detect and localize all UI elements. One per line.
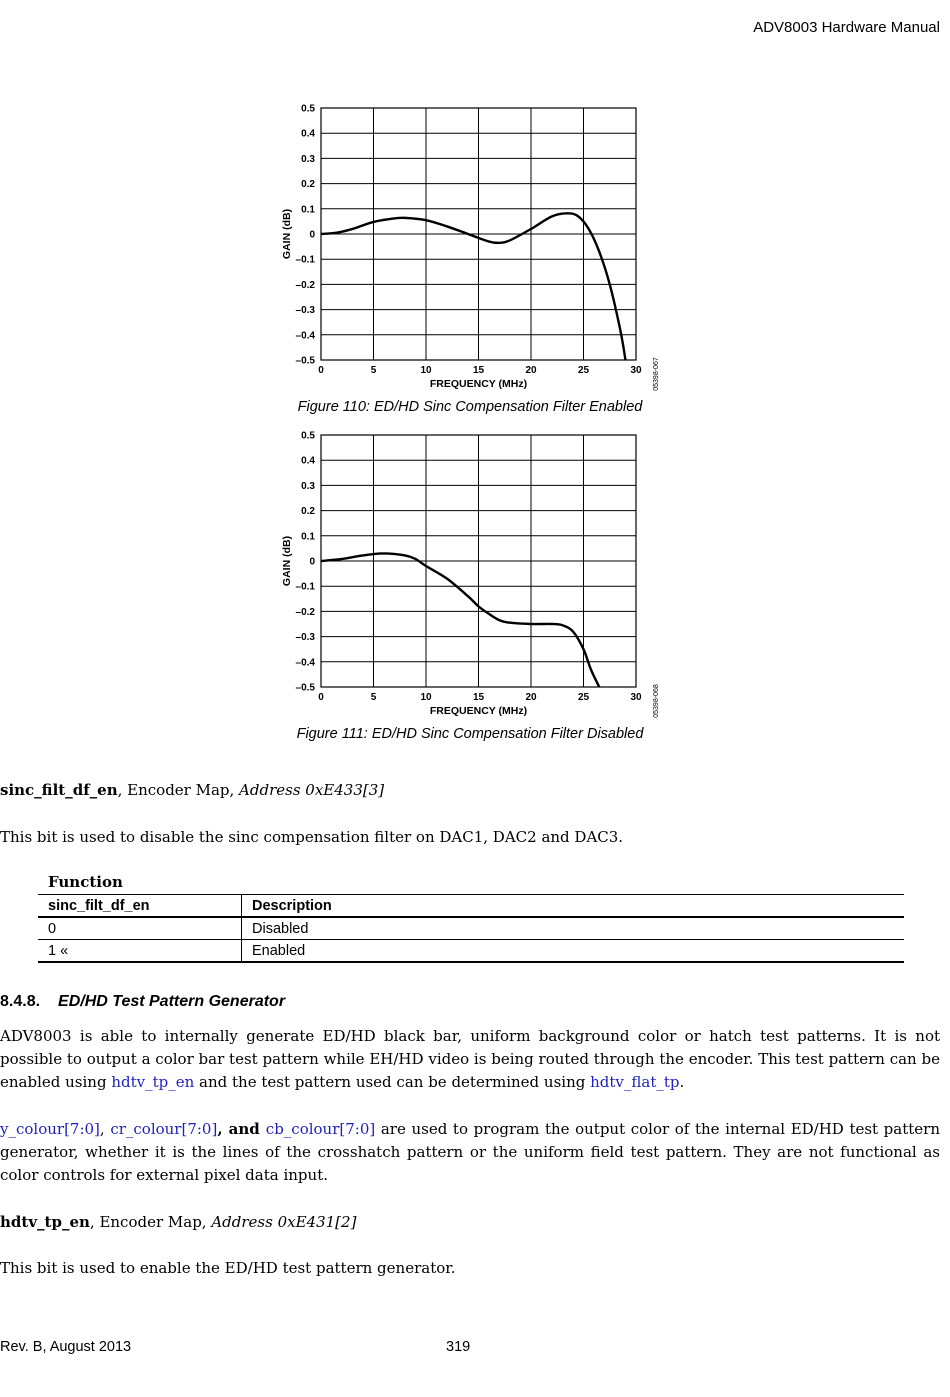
y-tick-label: 0.2 [301,506,315,518]
link-y-colour[interactable]: y_colour[7:0] [0,1120,100,1138]
section-title: ED/HD Test Pattern Generator [58,993,286,1010]
paragraph-test-pattern [0,1025,940,1094]
link-cb-colour[interactable]: cb_colour[7:0] [265,1120,376,1138]
figure-code: 05398-067 [653,357,660,391]
gain-curve [321,213,626,360]
x-tick-label: 25 [577,365,590,376]
x-tick-label: 30 [630,365,642,376]
x-tick-label: 10 [420,692,432,703]
y-tick-label: –0.5 [295,355,315,367]
function-table [38,873,904,963]
paragraph-text: are used to program the output color of the internal ED/HD test pattern generator, whether it is the lines of the crosshatch pattern or the uniform field test pattern. They are not functional as color controls for external pixel data input. [0,1120,940,1184]
y-tick-label: 0.1 [301,531,315,543]
chart-sinc-disabled [270,427,680,727]
register-map: , Encoder Map, [89,1213,212,1231]
paragraph-text: ADV8003 is able to internally generate ED/HD black bar, uniform background color or hatch test patterns. It is not possible to output a color bar test pattern while EH/HD video is being routed through the encoder. This test pattern can be enabled using [0,1027,940,1091]
sinc-description: This bit is used to disable the sinc compensation filter on DAC1, DAC2 and DAC3. [0,828,624,846]
register-address: Address 0xE431[2] [211,1213,357,1231]
x-tick-label: 0 [318,692,324,703]
gain-curve [321,553,599,687]
figure-111-caption: Figure 111: ED/HD Sinc Compensation Filter Disabled [296,726,644,742]
link-hdtv-tp-en[interactable]: hdtv_tp_en [111,1073,195,1091]
table-row [38,940,904,963]
section-heading [0,993,285,1011]
x-tick-label: 0 [318,365,324,376]
paragraph-colour-controls [0,1118,940,1187]
x-axis-label: FREQUENCY (MHz) [429,378,528,390]
paragraph-text: . [679,1073,685,1091]
register-name: sinc_filt_df_en [0,781,118,799]
y-tick-label: –0.2 [295,279,315,291]
link-hdtv-flat-tp[interactable]: hdtv_flat_tp [590,1073,680,1091]
section-number: 8.4.8. [0,993,41,1010]
register-name: hdtv_tp_en [0,1213,90,1231]
x-tick-label: 5 [370,692,377,703]
y-tick-label: 0.5 [301,103,315,115]
y-tick-label: 0.3 [301,480,315,492]
figure-code: 05398-068 [653,684,660,718]
x-axis-label: FREQUENCY (MHz) [429,705,528,717]
x-tick-label: 15 [472,365,485,376]
paragraph-text: , and [217,1120,266,1138]
y-tick-label: –0.3 [295,632,315,644]
register-sinc-filt-df-en [0,779,940,802]
function-table-grid [38,895,904,963]
chart-sinc-enabled [270,100,680,400]
table-row [38,917,904,940]
page-number: 319 [446,1339,471,1355]
table-header-row [38,895,904,917]
x-tick-label: 30 [630,692,642,703]
hdtv-description: This bit is used to enable the ED/HD test pattern generator. [0,1259,456,1277]
paragraph-text: , [99,1120,111,1138]
y-tick-label: –0.5 [295,682,315,694]
paragraph-text: and the test pattern used can be determined using [194,1073,591,1091]
y-tick-label: –0.3 [295,305,315,317]
y-tick-label: –0.4 [295,330,315,342]
x-tick-label: 25 [577,692,590,703]
y-tick-label: –0.4 [295,657,315,669]
y-tick-label: 0.4 [301,128,315,140]
y-axis-label: GAIN (dB) [281,208,293,260]
y-tick-label: 0.5 [301,430,315,442]
document-header: ADV8003 Hardware Manual [753,19,940,36]
chart-svg-2 [270,427,680,727]
table-header: sinc_filt_df_en [38,895,242,917]
y-tick-label: 0 [309,556,315,568]
y-tick-label: 0.3 [301,153,315,165]
table-cell: 1 « [38,940,242,963]
register-hdtv-tp-en [0,1211,940,1234]
register-map: , Encoder Map, [117,781,240,799]
y-tick-label: –0.1 [295,581,315,593]
table-header: Description [242,895,905,917]
y-axis-label: GAIN (dB) [281,535,293,587]
link-cr-colour[interactable]: cr_colour[7:0] [110,1120,218,1138]
x-tick-label: 15 [472,692,485,703]
x-tick-label: 10 [420,365,432,376]
x-tick-label: 20 [525,365,537,376]
y-tick-label: 0 [309,229,315,241]
table-cell: Disabled [242,917,905,940]
x-tick-label: 20 [525,692,537,703]
footer-revision: Rev. B, August 2013 [0,1339,132,1355]
x-tick-label: 5 [370,365,377,376]
y-tick-label: –0.2 [295,606,315,618]
y-tick-label: 0.1 [301,204,315,216]
table-cell: Enabled [242,940,905,963]
y-tick-label: 0.2 [301,179,315,191]
y-tick-label: –0.1 [295,254,315,266]
chart-svg-1 [270,100,680,400]
y-tick-label: 0.4 [301,455,315,467]
figure-110-caption: Figure 110: ED/HD Sinc Compensation Filter Enabled [297,399,643,415]
function-label: Function [38,873,904,895]
table-cell: 0 [38,917,242,940]
register-address: Address 0xE433[3] [239,781,385,799]
